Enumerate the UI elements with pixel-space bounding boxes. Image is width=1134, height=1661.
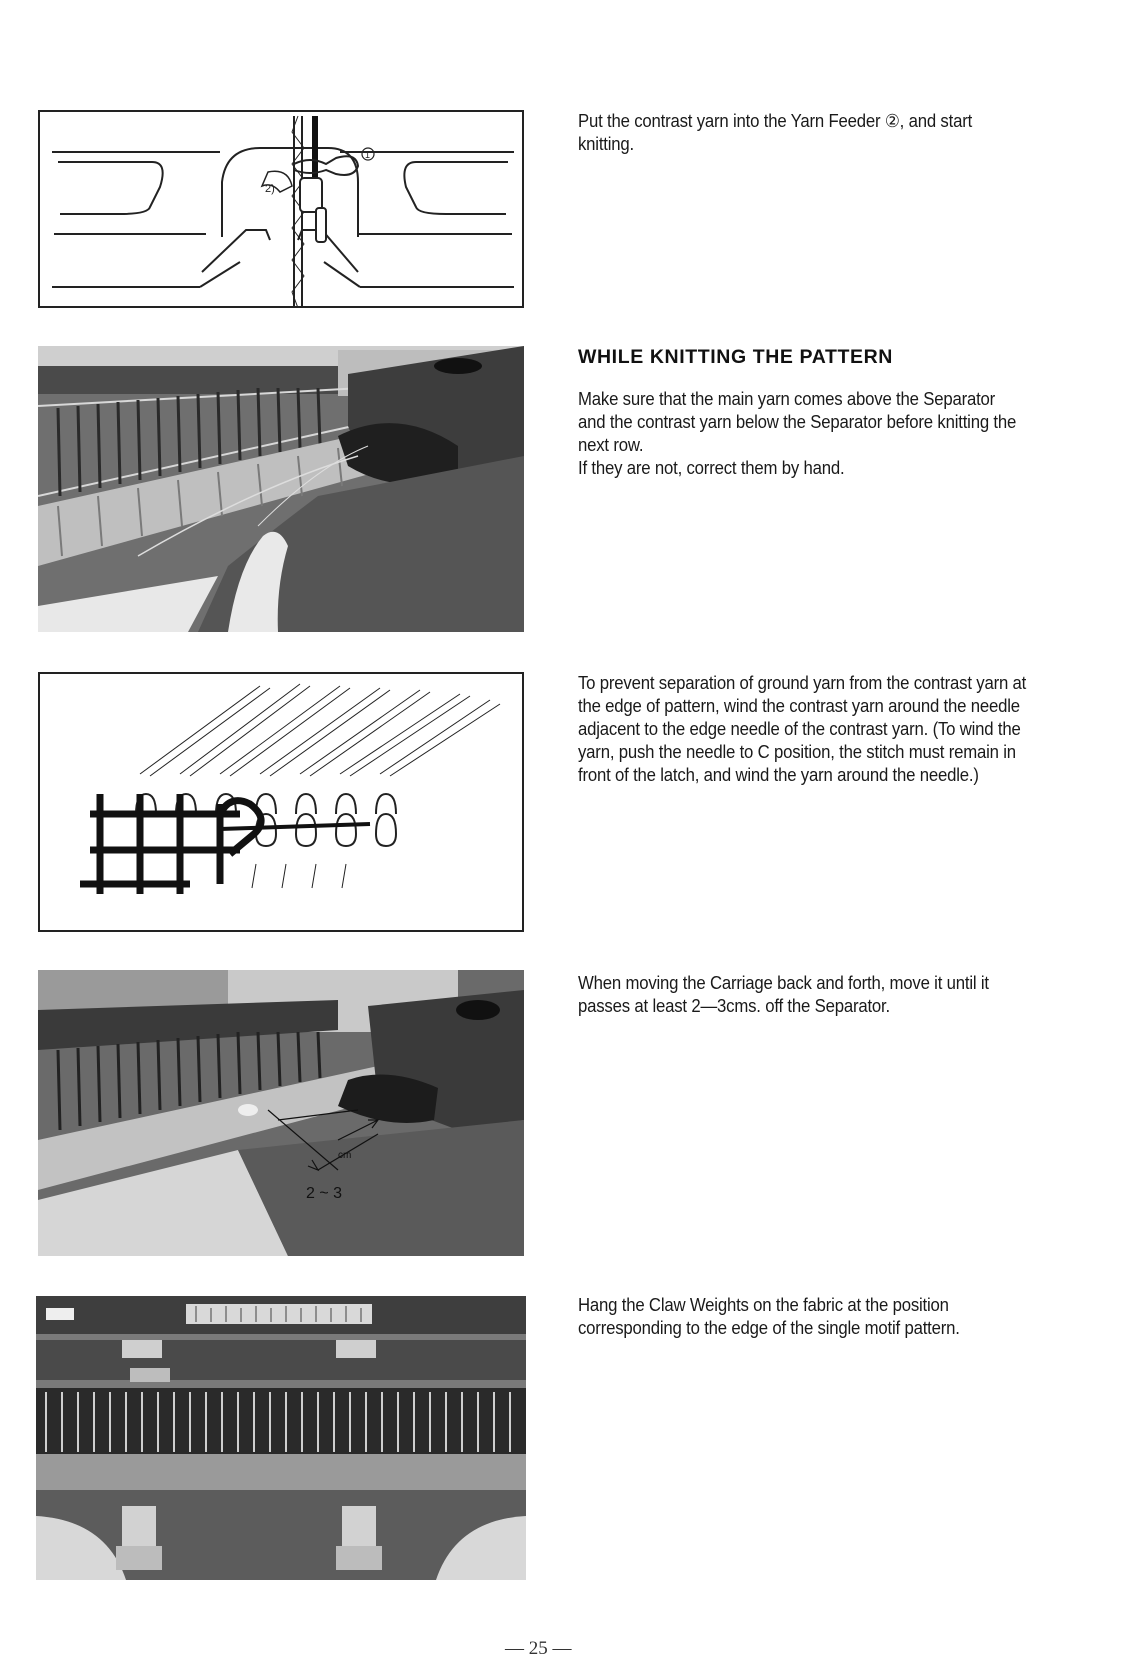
claw-weights-photo (36, 1296, 526, 1580)
yarn-feeder-instruction: Put the contrast yarn into the Yarn Feeder ②, and start knitting. (578, 111, 973, 154)
section-2-text (578, 388, 1026, 480)
section-heading: WHILE KNITTING THE PATTERN (578, 346, 893, 368)
stitch-winding-diagram (38, 672, 524, 932)
winding-instruction: To prevent separation of ground yarn from the contrast yarn at the edge of pattern, wind the contrast yarn around the needle adjacent to the edge needle of the contrast yarn. (To wind the yarn, push the needle to C position, the stitch must remain in front of the latch, and wind the yarn around the needle.) (578, 673, 1027, 785)
claw-weights-instruction: Hang the Claw Weights on the fabric at the position corresponding to the edge of the single motif pattern. (578, 1295, 960, 1338)
page-number: — 25 — (505, 1638, 572, 1659)
feeder-label-1: 1 (365, 150, 371, 160)
separator-instruction: Make sure that the main yarn comes above the Separator and the contrast yarn below the Separator before knitting the next row. (578, 389, 1017, 455)
distance-unit: cm (338, 1150, 352, 1161)
section-1-text (578, 110, 1026, 156)
knitting-machine-photo-hand (38, 346, 524, 632)
correct-by-hand-note: If they are not, correct them by hand. (578, 458, 845, 478)
feeder-label-2: 2) (265, 183, 275, 195)
section-4-text (578, 972, 1026, 1018)
carriage-distance-photo (38, 970, 524, 1256)
yarn-feeder-diagram (38, 110, 524, 308)
carriage-instruction: When moving the Carriage back and forth, move it until it passes at least 2—3cms. off the Separator. (578, 973, 989, 1016)
section-5-text (578, 1294, 1026, 1340)
section-3-text (578, 672, 1026, 787)
distance-label: 2 ~ 3 (306, 1185, 343, 1202)
